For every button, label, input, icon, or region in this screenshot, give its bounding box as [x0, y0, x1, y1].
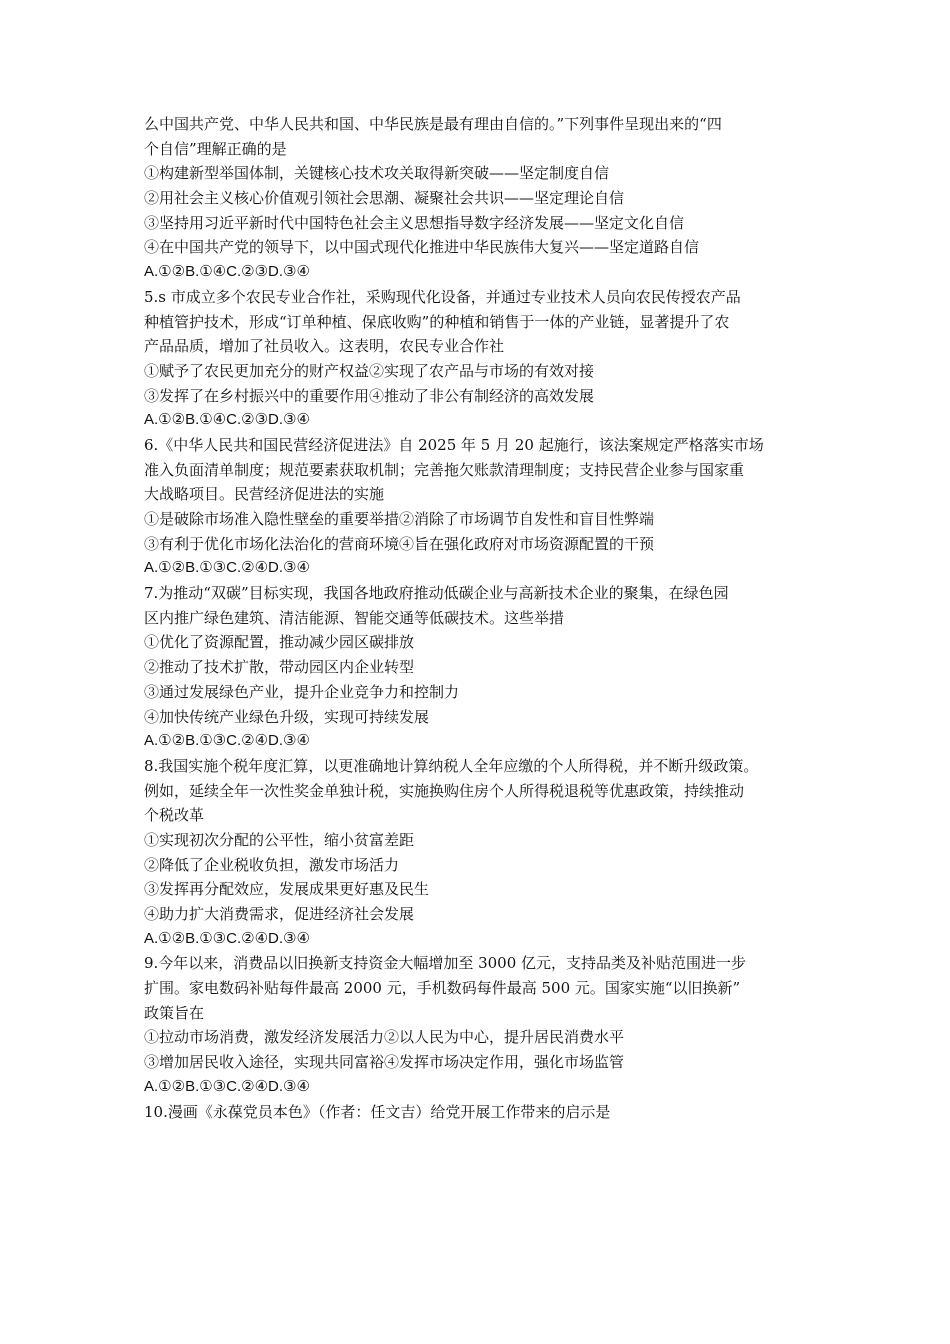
statement-item: ①实现初次分配的公平性，缩小贫富差距 [144, 830, 415, 849]
question-stem-line: 6.《中华人民共和国民营经济促进法》自 2025 年 5 月 20 起施行，该法案规定严格落实市场 [144, 435, 764, 454]
question-6 [144, 433, 814, 581]
question-stem-line: 政策旨在 [144, 1003, 205, 1022]
question-stem-line: 8.我国实施个税年度汇算，以更准确地计算纳税人全年应缴的个人所得税，并不断升级政策。 [144, 756, 759, 775]
statement-item: ②降低了企业税收负担，激发市场活力 [144, 855, 400, 874]
statement-item: ①拉动市场消费，激发经济发展活力②以人民为中心，提升居民消费水平 [144, 1028, 625, 1047]
question-stem-line: 产品品质，增加了社员收入。这表明，农民专业合作社 [144, 337, 505, 356]
statement-item: ①优化了资源配置，推动减少园区碳排放 [144, 633, 415, 652]
statement-item: ③发挥再分配效应，发展成果更好惠及民生 [144, 880, 430, 899]
question-stem-line: 10.漫画《永葆党员本色》（作者：任文吉）给党开展工作带来的启示是 [144, 1102, 611, 1121]
question-5 [144, 285, 814, 433]
statement-item: ④助力扩大消费需求，促进经济社会发展 [144, 905, 415, 923]
question-stem-line: 7.为推动“双碳”目标实现，我国各地政府推动低碳企业与高新技术企业的聚集，在绿色园 [144, 584, 729, 603]
answer-options: A.①②B.①③C.②④D.③④ [144, 732, 310, 750]
question-stem-line: 准入负面清单制度；规范要素获取机制；完善拖欠账款清理制度；支持民营企业参与国家重 [144, 460, 745, 479]
answer-options: A.①②B.①③C.②④D.③④ [144, 559, 310, 577]
question-9 [144, 951, 814, 1099]
statement-item: ③发挥了在乡村振兴中的重要作用④推动了非公有制经济的高效发展 [144, 386, 595, 405]
statement-item: ③坚持用习近平新时代中国特色社会主义思想指导数字经济发展——坚定文化自信 [144, 213, 685, 232]
statement-item: ③通过发展绿色产业，提升企业竞争力和控制力 [144, 682, 460, 701]
question-7 [144, 581, 814, 754]
statement-item: ①构建新型举国体制，关键核心技术攻关取得新突破——坚定制度自信 [144, 164, 610, 183]
statement-item: ②推动了技术扩散，带动园区内企业转型 [144, 658, 415, 677]
answer-options: A.①②B.①④C.②③D.③④ [144, 411, 310, 429]
exam-page [144, 112, 814, 1124]
answer-options: A.①②B.①③C.②④D.③④ [144, 1077, 310, 1095]
statement-item: ①是破除市场准入隐性壁垒的重要举措②消除了市场调节自发性和盲目性弊端 [144, 510, 655, 528]
question-stem-line: 9.今年以来，消费品以旧换新支持资金大幅增加至 3000 亿元，支持品类及补贴范围进一步 [144, 954, 747, 973]
question-stem-line: 个自信”理解正确的是 [144, 139, 287, 158]
statement-item: ③有利于优化市场化法治化的营商环境④旨在强化政府对市场资源配置的干预 [144, 534, 655, 553]
question-stem-line: 大战略项目。民营经济促进法的实施 [144, 485, 385, 504]
statement-item: ②用社会主义核心价值观引领社会思潮、凝聚社会共识——坚定理论自信 [144, 189, 625, 208]
question-stem-line: 区内推广绿色建筑、清洁能源、智能交通等低碳技术。这些举措 [144, 608, 565, 627]
answer-options: A.①②B.①③C.②④D.③④ [144, 929, 310, 947]
question-4 [144, 112, 814, 285]
statement-item: ③增加居民收入途径，实现共同富裕④发挥市场决定作用，强化市场监管 [144, 1053, 625, 1072]
question-stem-line: 例如，延续全年一次性奖金单独计税，实施换购住房个人所得税退税等优惠政策，持续推动 [144, 781, 745, 800]
question-stem-line: 扩围。家电数码补贴每件最高 2000 元，手机数码每件最高 500 元。国家实施“以旧换新” [144, 979, 741, 998]
statement-item: ④在中国共产党的领导下，以中国式现代化推进中华民族伟大复兴——坚定道路自信 [144, 238, 700, 257]
question-8 [144, 754, 814, 952]
question-stem-line: 种植管护技术，形成“订单种植、保底收购”的种植和销售于一体的产业链，显著提升了农 [144, 312, 730, 331]
question-stem-line: 么中国共产党、中华人民共和国、中华民族是最有理由自信的。”下列事件呈现出来的“四 [144, 115, 722, 133]
statement-item: ④加快传统产业绿色升级，实现可持续发展 [144, 707, 430, 726]
question-10 [144, 1100, 814, 1125]
answer-options: A.①②B.①④C.②③D.③④ [144, 263, 310, 281]
statement-item: ①赋予了农民更加充分的财产权益②实现了农产品与市场的有效对接 [144, 361, 595, 380]
question-stem-line: 5.s 市成立多个农民专业合作社，采购现代化设备，并通过专业技术人员向农民传授农产品 [144, 287, 741, 306]
question-stem-line: 个税改革 [144, 806, 205, 825]
